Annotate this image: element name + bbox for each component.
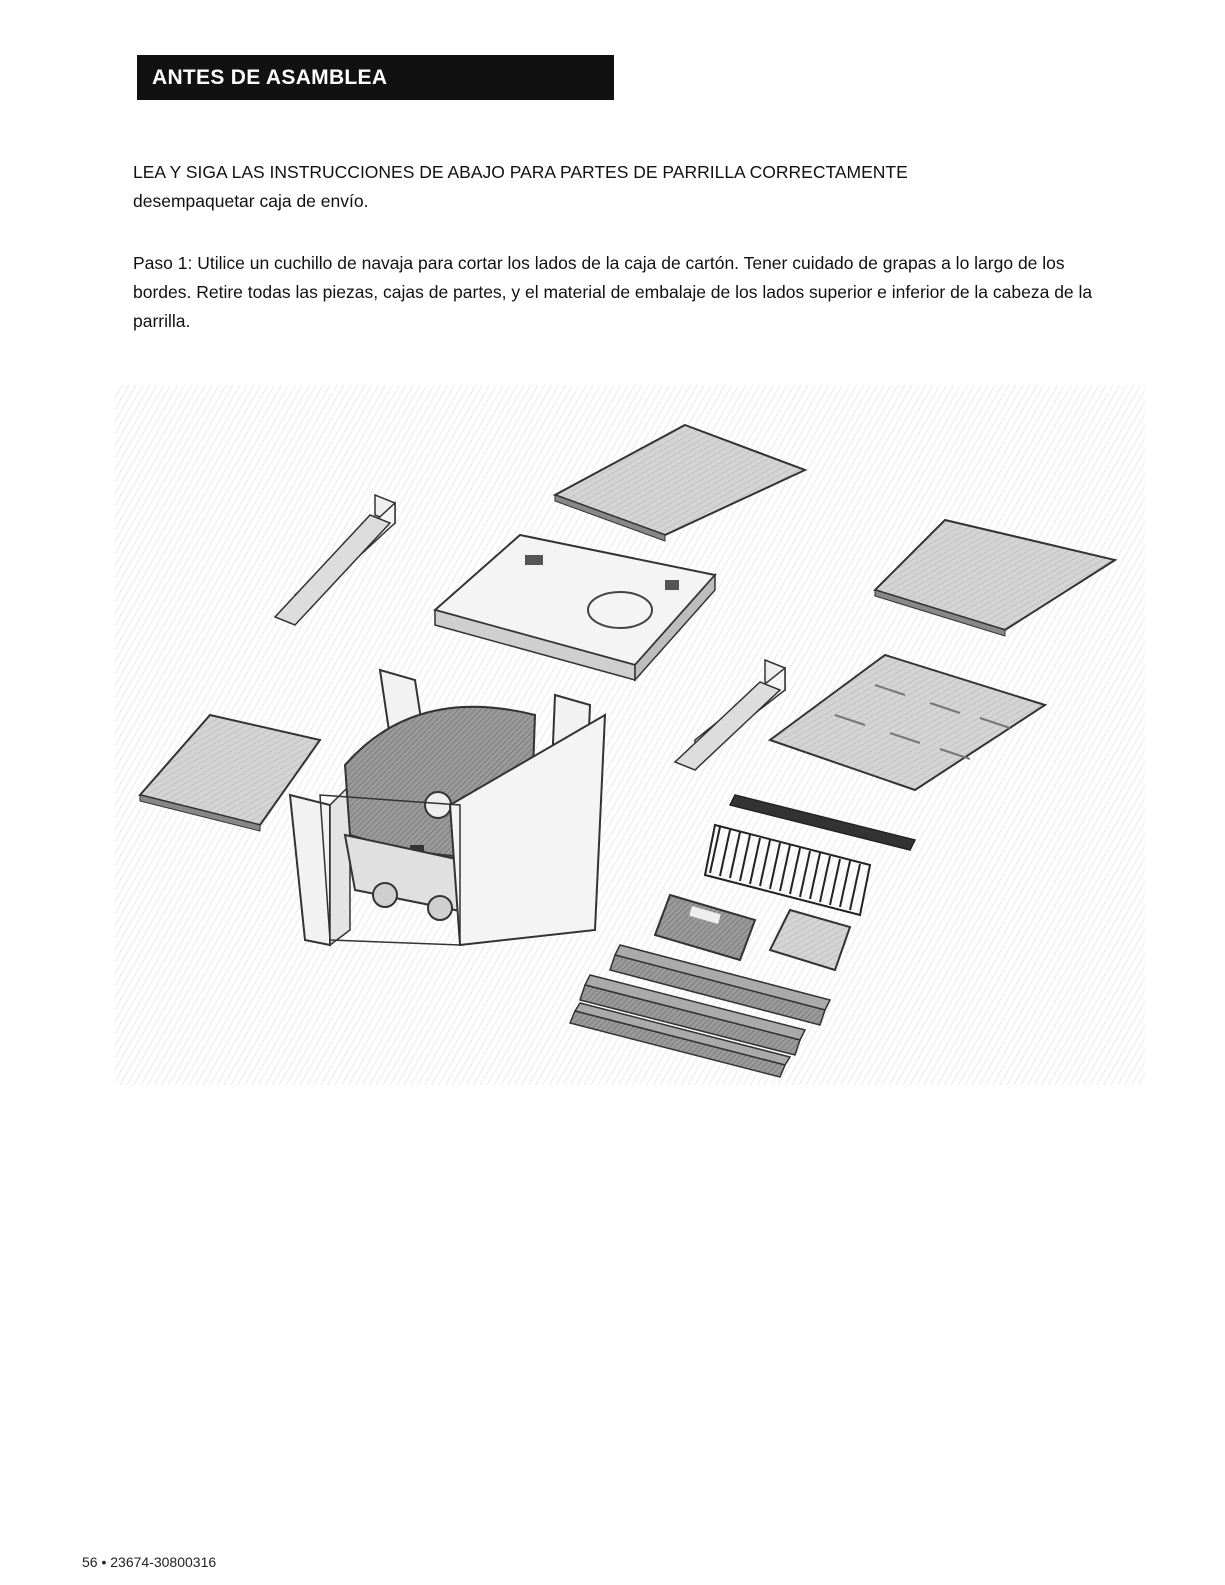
intro-text xyxy=(133,158,1093,216)
knob-1-icon xyxy=(373,883,397,907)
exploded-parts-illustration xyxy=(115,385,1145,1085)
step-1-paragraph: Paso 1: Utilice un cuchillo de navaja para cortar los lados de la caja de cartón. Tener cuidado de grapas a lo largo de los bordes. Retire todas las piezas, cajas de partes, y el material de embalaje de los lados superior e inferior de la cabeza de la parrilla. xyxy=(133,253,1093,331)
section-header xyxy=(137,55,614,100)
intro-line-1: LEA Y SIGA LAS INSTRUCCIONES DE ABAJO PARA PARTES DE PARRILLA CORRECTAMENTE xyxy=(133,162,908,182)
temperature-gauge-icon xyxy=(425,792,451,818)
knob-2-icon xyxy=(428,896,452,920)
intro-line-2: desempaquetar caja de envío. xyxy=(133,191,369,211)
parts-diagram xyxy=(115,385,1145,1085)
section-title: ANTES DE ASAMBLEA xyxy=(152,65,388,89)
page-footer: 56 • 23674-30800316 xyxy=(82,1554,217,1570)
